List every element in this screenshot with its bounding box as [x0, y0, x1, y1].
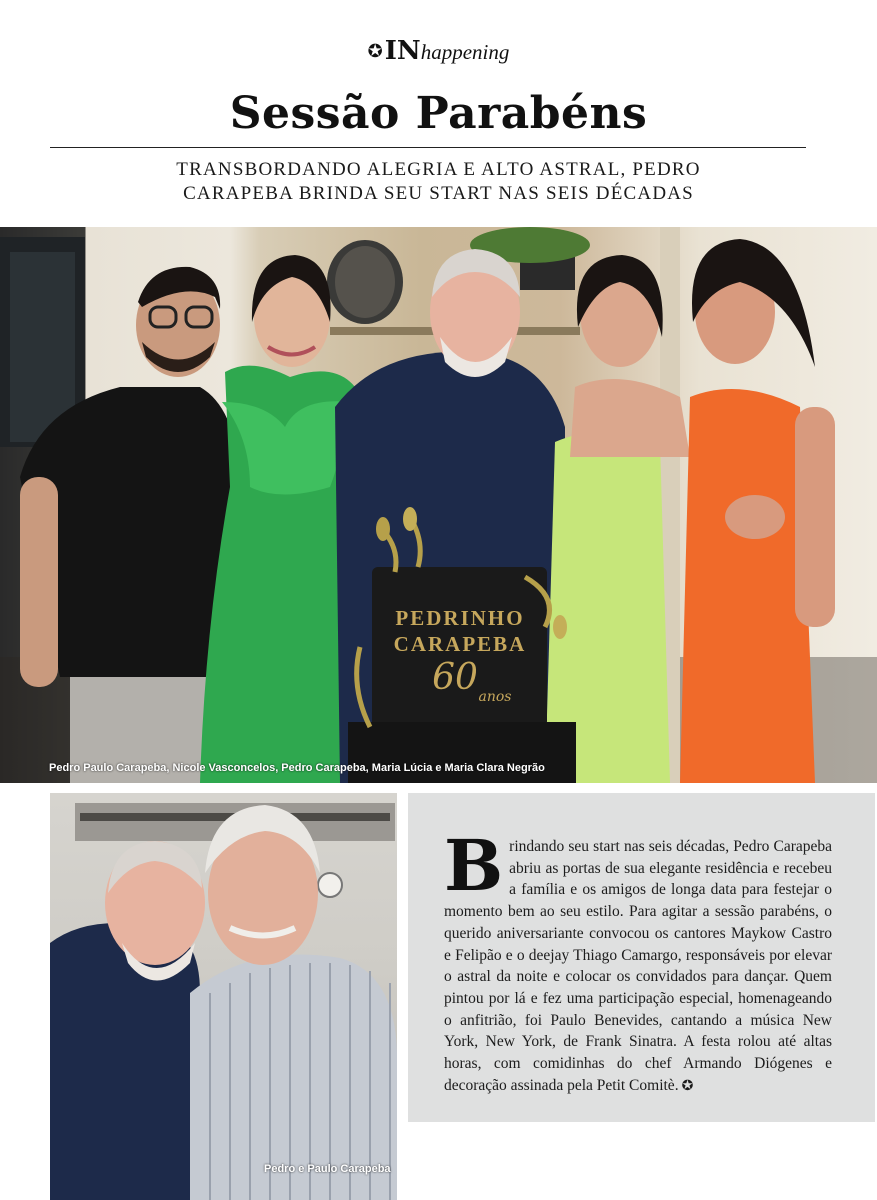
- group-photo: [0, 227, 877, 783]
- drop-cap: B: [444, 824, 504, 907]
- article-body: [444, 824, 832, 1097]
- subtitle-line-1: TRANSBORDANDO ALEGRIA E ALTO ASTRAL, PEDRO: [176, 159, 701, 180]
- subtitle: [110, 158, 767, 206]
- section-tag-name: happening: [420, 40, 510, 64]
- cake-age: 60: [432, 657, 478, 698]
- title-divider: [50, 147, 806, 148]
- cake-text-line-1: PEDRINHO: [395, 606, 525, 630]
- duo-photo-illustration: [50, 793, 397, 1200]
- group-photo-caption: Pedro Paulo Carapeba, Nicole Vasconcelos, Pedro Carapeba, Maria Lúcia e Maria Clara Negrão: [49, 762, 545, 774]
- section-tag: [0, 36, 877, 67]
- cake-age-word: anos: [478, 689, 512, 705]
- article-text: rindando seu start nas seis décadas, Pedro Carapeba abriu as portas de sua elegante residência e recebeu a família e os amigos de longa data para festejar o momento bem ao seu estilo. Para agitar a sessão parabéns, o querido aniversariante convocou os cantores Maykow Castro e Felipão e o deejay Thiago Camargo, responsáveis por elevar o astral da noite e colocar os convidados para dançar. Quem pintou por lá e fez uma participação especial, homenageando o anfitrião, foi Paulo Benevides, cantando a música New York, New York, de Frank Sinatra. A festa rolou até altas horas, com comidinhas do chef Armando Diógenes e decoração assinada pela Petit Comitè.: [444, 838, 832, 1094]
- cake-text-line-2: CARAPEBA: [393, 632, 527, 656]
- duo-photo: [50, 793, 397, 1200]
- duo-photo-caption: Pedro e Paulo Carapeba: [264, 1163, 391, 1175]
- star-logo-icon: ✪: [367, 41, 383, 62]
- end-mark-icon: ✪: [681, 1078, 694, 1094]
- page-title: Sessão Parabéns: [229, 88, 648, 139]
- group-photo-illustration: [0, 227, 877, 783]
- section-tag-in: IN: [384, 36, 421, 66]
- subtitle-line-2: CARAPEBA BRINDA SEU START NAS SEIS DÉCADAS: [183, 183, 694, 204]
